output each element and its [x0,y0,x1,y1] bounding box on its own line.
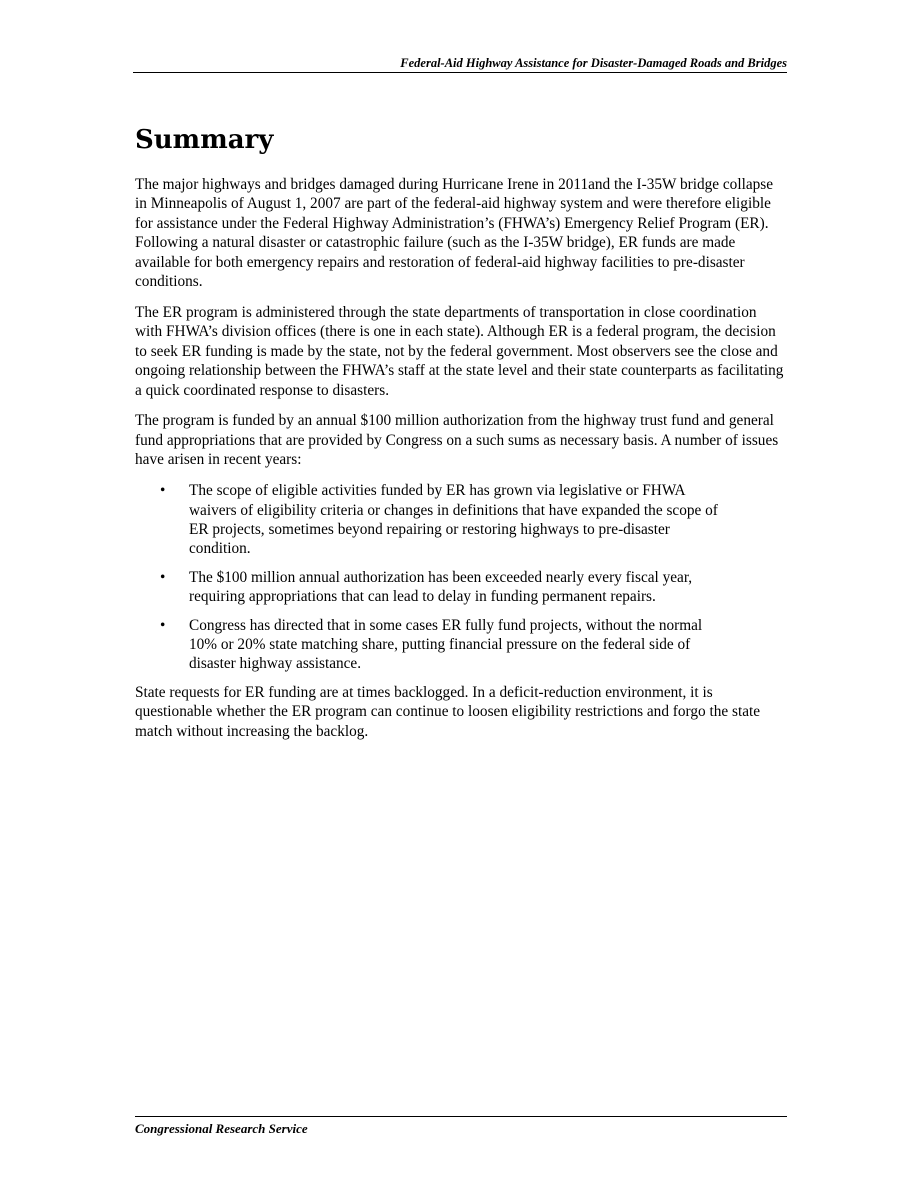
bullet-icon: • [160,616,166,634]
paragraph-closing: State requests for ER funding are at times backlogged. In a deficit-reduction environment, it is questionable whether the ER program can continue to loosen eligibility restrictions and forgo the state match without increasing the backlog. [135,683,761,740]
section-title: Summary [135,125,274,155]
summary-body [135,175,787,753]
list-item-text: The scope of eligible activities funded by ER has grown via legislative or FHWA waivers of eligibility criteria or changes in definitions that have expanded the scope of ER projects, sometimes beyond repairing or restoring highways to pre-disaster condition. [189,482,718,558]
list-item [135,616,729,674]
bullet-icon: • [160,568,166,586]
issues-list [135,481,787,674]
paragraph-funding: The program is funded by an annual $100 million authorization from the highway trust fund and general fund appropriations that are provided by Congress on a such sums as necessary basis. A number of issues have arisen in recent years: [135,412,779,469]
page-footer: Congressional Research Service [135,1116,787,1137]
paragraph-administration: The ER program is administered through the state departments of transportation in close coordination with FHWA’s division offices (there is one in each state). Although ER is a federal program, the decision to seek ER funding is made by the state, not by the federal government. Most observers see the close and ongoing relationship between the FHWA’s staff at the state level and their state counterparts as facilitating a quick coordinated response to disasters. [135,303,784,399]
list-item [135,481,729,559]
bullet-icon: • [160,482,166,500]
paragraph-intro: The major highways and bridges damaged during Hurricane Irene in 2011and the I-35W bridge collapse in Minneapolis of August 1, 2007 are part of the federal-aid highway system and were therefore eligible for assistance under the Federal Highway Administration’s (FHWA’s) Emergency Relief Program (ER). Following a natural disaster or catastrophic failure (such as the I-35W bridge), ER funds are made available for both emergency repairs and restoration of federal-aid highway facilities to pre-disaster conditions. [135,176,774,291]
list-item [135,568,729,607]
running-header: Federal-Aid Highway Assistance for Disaster-Damaged Roads and Bridges [133,56,787,73]
list-item-text: The $100 million annual authorization has been exceeded nearly every fiscal year, requiring appropriations that can lead to delay in funding permanent repairs. [189,568,693,606]
list-item-text: Congress has directed that in some cases ER fully fund projects, without the normal 10% or 20% state matching share, putting financial pressure on the federal side of disaster highway assistance. [189,616,703,673]
